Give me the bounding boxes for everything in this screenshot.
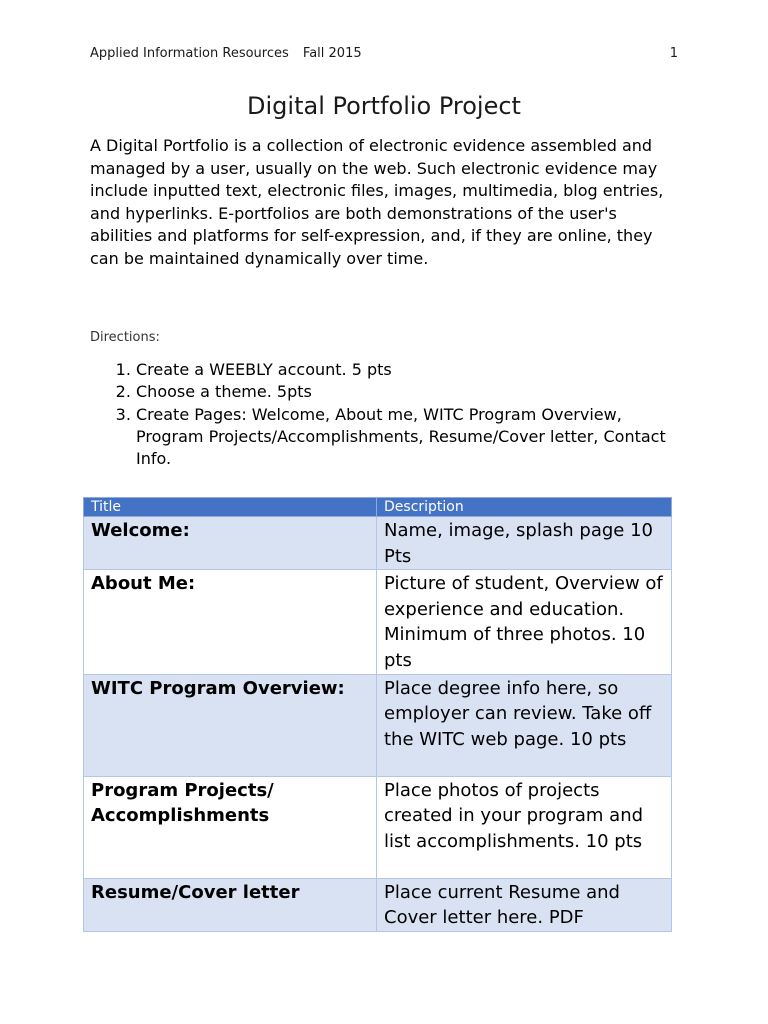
- page-number: 1: [669, 46, 678, 61]
- row-title: WITC Program Overview:: [84, 674, 377, 776]
- column-header-description: Description: [377, 498, 672, 517]
- header-left: [90, 46, 362, 61]
- row-title: Welcome:: [84, 517, 377, 570]
- table-row: [84, 570, 672, 674]
- table-row: [84, 674, 672, 776]
- document-title: Digital Portfolio Project: [247, 92, 521, 120]
- row-title: Resume/Cover letter: [84, 878, 377, 931]
- table-header-row: [84, 498, 672, 517]
- direction-step: 1. Create a WEEBLY account. 5 pts: [136, 359, 680, 381]
- row-title: About Me:: [84, 570, 377, 674]
- course-name: Applied Information Resources: [90, 46, 289, 61]
- column-header-title: Title: [84, 498, 377, 517]
- term: Fall 2015: [302, 46, 362, 61]
- direction-step: 2. Choose a theme. 5pts: [136, 381, 680, 403]
- table-row: [84, 517, 672, 570]
- row-description: Picture of student, Overview of experience and education. Minimum of three photos. 10 pts: [377, 570, 672, 674]
- directions-label: Directions:: [90, 330, 160, 345]
- page-header: [90, 46, 678, 61]
- row-description: Place photos of projects created in your program and list accomplishments. 10 pts: [377, 776, 672, 878]
- portfolio-pages-table: [83, 497, 672, 932]
- direction-step: 3. Create Pages: Welcome, About me, WITC Program Overview, Program Projects/Accomplishments, Resume/Cover letter, Contact Info.: [136, 404, 680, 471]
- row-description: Place current Resume and Cover letter here. PDF: [377, 878, 672, 931]
- directions-list: [90, 359, 680, 470]
- row-title: Program Projects/ Accomplishments: [84, 776, 377, 878]
- row-description: Place degree info here, so employer can review. Take off the WITC web page. 10 pts: [377, 674, 672, 776]
- table-row: [84, 878, 672, 931]
- row-description: Name, image, splash page 10 Pts: [377, 517, 672, 570]
- intro-paragraph: A Digital Portfolio is a collection of electronic evidence assembled and managed by a user, usually on the web. Such electronic evidence may include inputted text, electronic files, images, multimedia, blog entries, and hyperlinks. E-portfolios are both demonstrations of the user's abilities and platforms for self-expression, and, if they are online, they can be maintained dynamically over time.: [90, 136, 664, 268]
- table-row: [84, 776, 672, 878]
